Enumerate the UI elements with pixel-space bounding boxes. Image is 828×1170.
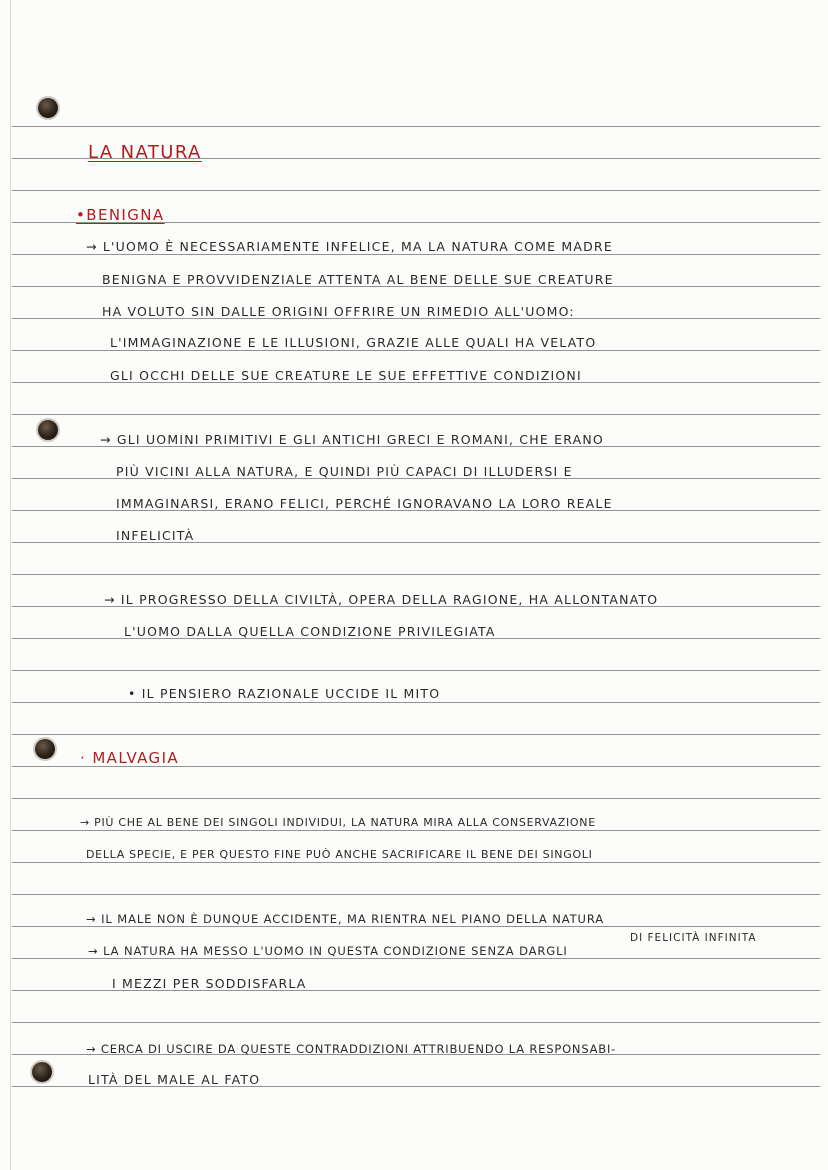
- note-line: → IL PROGRESSO DELLA CIVILTÀ, OPERA DELLA RAGIONE, HA ALLONTANATO: [104, 592, 659, 607]
- ruled-line: [12, 702, 820, 703]
- note-line: → LA NATURA HA MESSO L'UOMO IN QUESTA CONDIZIONE SENZA DARGLI: [88, 944, 568, 958]
- note-line: LITÀ DEL MALE AL FATO: [88, 1072, 261, 1087]
- ruled-line: [12, 254, 820, 255]
- note-line: → GLI UOMINI PRIMITIVI E GLI ANTICHI GRECI E ROMANI, CHE ERANO: [100, 432, 604, 447]
- note-line: → CERCA DI USCIRE DA QUESTE CONTRADDIZIONI ATTRIBUENDO LA RESPONSABI-: [86, 1042, 617, 1056]
- section-heading-malvagia: · MALVAGIA: [80, 749, 180, 767]
- page-title: LA NATURA: [88, 142, 202, 163]
- ruled-line: [12, 414, 820, 415]
- note-line: → IL MALE NON È DUNQUE ACCIDENTE, MA RIENTRA NEL PIANO DELLA NATURA: [86, 912, 605, 926]
- note-line: HA VOLUTO SIN DALLE ORIGINI OFFRIRE UN RIMEDIO ALL'UOMO:: [102, 304, 575, 319]
- note-line: I MEZZI PER SODDISFARLA: [112, 976, 307, 991]
- margin-line: [10, 0, 11, 1170]
- ruled-line: [12, 670, 820, 671]
- ruled-line: [12, 926, 820, 927]
- binder-hole: [35, 739, 55, 759]
- note-line: → L'UOMO È NECESSARIAMENTE INFELICE, MA LA NATURA COME MADRE: [86, 239, 613, 254]
- binder-hole: [38, 420, 58, 440]
- note-line: • IL PENSIERO RAZIONALE UCCIDE IL MITO: [128, 686, 441, 701]
- ruled-line: [12, 830, 820, 831]
- note-line: INFELICITÀ: [116, 528, 195, 543]
- binder-hole: [32, 1062, 52, 1082]
- note-line-insert: DI FELICITÀ INFINITA: [630, 932, 757, 944]
- ruled-line: [12, 734, 820, 735]
- ruled-line: [12, 574, 820, 575]
- note-line: GLI OCCHI DELLE SUE CREATURE LE SUE EFFETTIVE CONDIZIONI: [110, 368, 582, 383]
- ruled-line: [12, 958, 820, 959]
- section-heading-benigna: •BENIGNA: [76, 206, 165, 224]
- note-line: L'IMMAGINAZIONE E LE ILLUSIONI, GRAZIE ALLE QUALI HA VELATO: [110, 335, 597, 350]
- ruled-line: [12, 862, 820, 863]
- note-line: PIÙ VICINI ALLA NATURA, E QUINDI PIÙ CAPACI DI ILLUDERSI E: [116, 464, 573, 479]
- ruled-line: [12, 350, 820, 351]
- binder-hole: [38, 98, 58, 118]
- ruled-line: [12, 1022, 820, 1023]
- note-line: DELLA SPECIE, E PER QUESTO FINE PUÒ ANCHE SACRIFICARE IL BENE DEI SINGOLI: [86, 848, 593, 861]
- ruled-line: [12, 126, 820, 127]
- ruled-line: [12, 798, 820, 799]
- note-line: L'UOMO DALLA QUELLA CONDIZIONE PRIVILEGIATA: [124, 624, 496, 639]
- ruled-line: [12, 894, 820, 895]
- note-line: BENIGNA E PROVVIDENZIALE ATTENTA AL BENE DELLE SUE CREATURE: [102, 272, 614, 287]
- note-line: IMMAGINARSI, ERANO FELICI, PERCHÉ IGNORAVANO LA LORO REALE: [116, 496, 613, 511]
- ruled-line: [12, 190, 820, 191]
- note-line: → PIÙ CHE AL BENE DEI SINGOLI INDIVIDUI, LA NATURA MIRA ALLA CONSERVAZIONE: [80, 816, 596, 829]
